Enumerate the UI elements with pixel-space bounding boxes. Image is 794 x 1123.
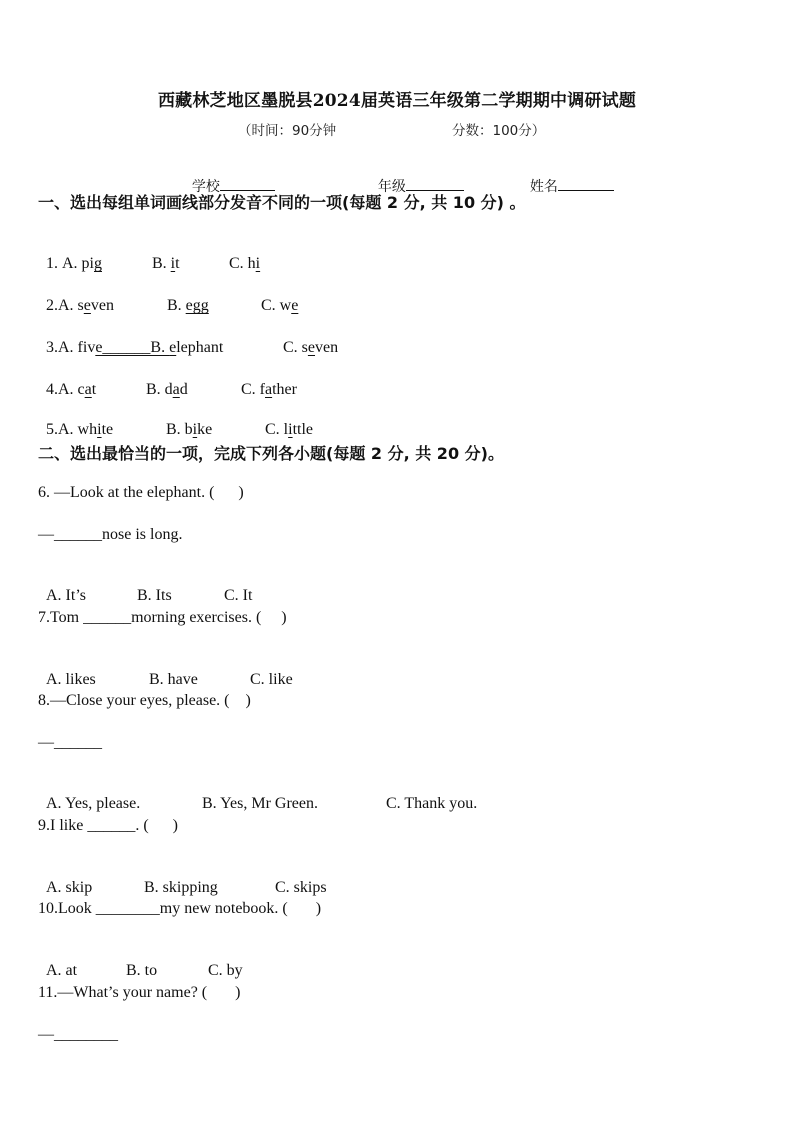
q11-reply: —________ — [38, 1026, 118, 1043]
q6-option-b: B. Its — [137, 587, 172, 604]
q8-stem: 8.—Close your eyes, please. ( ) — [38, 692, 251, 709]
name-label: 姓名 — [529, 179, 558, 195]
school-label: 学校 — [191, 179, 220, 195]
exam-time: （时间：90分钟 — [238, 123, 337, 139]
q2-number: 2. — [46, 297, 58, 314]
exam-score: 分数：100分） — [452, 123, 546, 139]
q10-options — [38, 941, 243, 981]
name-blank — [558, 176, 614, 191]
exam-title: 西藏林芝地区墨脱县2024届英语三年级第二学期期中调研试题 — [157, 91, 637, 111]
q7-option-b: B. have — [149, 671, 198, 688]
q1-option-b: B. it — [152, 255, 180, 272]
q7-option-c: C. like — [250, 671, 293, 688]
q8-reply: —______ — [38, 734, 102, 751]
q5-option-b: B. bike — [166, 421, 213, 438]
q1-number: 1. — [46, 255, 62, 272]
q6-option-c: C. It — [224, 587, 253, 604]
q6-option-a: A. It’s — [46, 587, 86, 604]
q2-option-b: B. egg — [167, 297, 209, 314]
q4-option-b: B. dad — [146, 381, 188, 398]
question-1 — [38, 234, 260, 274]
q10-option-b: B. to — [126, 962, 158, 979]
grade-label: 年级 — [377, 179, 406, 195]
q3-number: 3. — [46, 339, 58, 356]
q2-option-a: A. seven — [58, 297, 114, 314]
q6-options — [38, 566, 252, 606]
q7-stem: 7.Tom ______morning exercises. ( ) — [38, 609, 287, 626]
question-4 — [38, 360, 297, 400]
q10-option-c: C. by — [208, 962, 243, 979]
q10-stem: 10.Look ________my new notebook. ( ) — [38, 900, 322, 917]
q7-options — [38, 650, 293, 690]
q9-stem: 9.I like ______. ( ) — [38, 817, 178, 834]
q8-option-b: B. Yes, Mr Green. — [202, 795, 318, 812]
q10-option-a: A. at — [46, 962, 78, 979]
q7-option-a: A. likes — [46, 671, 96, 688]
section-two-heading: 二、选出最恰当的一项，完成下列各小题(每题 2 分, 共 20 分)。 — [38, 444, 504, 463]
q8-option-a: A. Yes, please. — [46, 795, 141, 812]
question-2 — [38, 276, 298, 316]
q3-options-a-b: A. five______B. elephant — [58, 339, 224, 356]
q6-stem: 6. —Look at the elephant. ( ) — [38, 484, 244, 501]
q9-option-a: A. skip — [46, 879, 93, 896]
grade-blank — [406, 176, 464, 191]
q2-option-c: C. we — [261, 297, 299, 314]
q4-option-c: C. father — [241, 381, 297, 398]
q4-option-a: A. cat — [58, 381, 97, 398]
q1-option-a: A. pig — [62, 255, 102, 272]
q4-number: 4. — [46, 381, 58, 398]
question-3 — [38, 318, 338, 358]
q11-stem: 11.—What’s your name? ( ) — [38, 984, 241, 1001]
section-one-heading: 一、选出每组单词画线部分发音不同的一项(每题 2 分, 共 10 分) 。 — [38, 193, 526, 212]
q9-option-b: B. skipping — [144, 879, 218, 896]
q1-option-c: C. hi — [229, 255, 261, 272]
school-blank — [220, 176, 275, 191]
name-field — [521, 160, 614, 196]
q6-reply: —______nose is long. — [38, 526, 183, 543]
question-5 — [38, 400, 313, 440]
q8-option-c: C. Thank you. — [386, 795, 478, 812]
q5-option-a: A. white — [58, 421, 114, 438]
q9-options — [38, 858, 327, 898]
q3-option-c: C. seven — [283, 339, 339, 356]
q9-option-c: C. skips — [275, 879, 327, 896]
q5-number: 5. — [46, 421, 58, 438]
q8-options — [38, 774, 477, 814]
q5-option-c: C. little — [265, 421, 314, 438]
